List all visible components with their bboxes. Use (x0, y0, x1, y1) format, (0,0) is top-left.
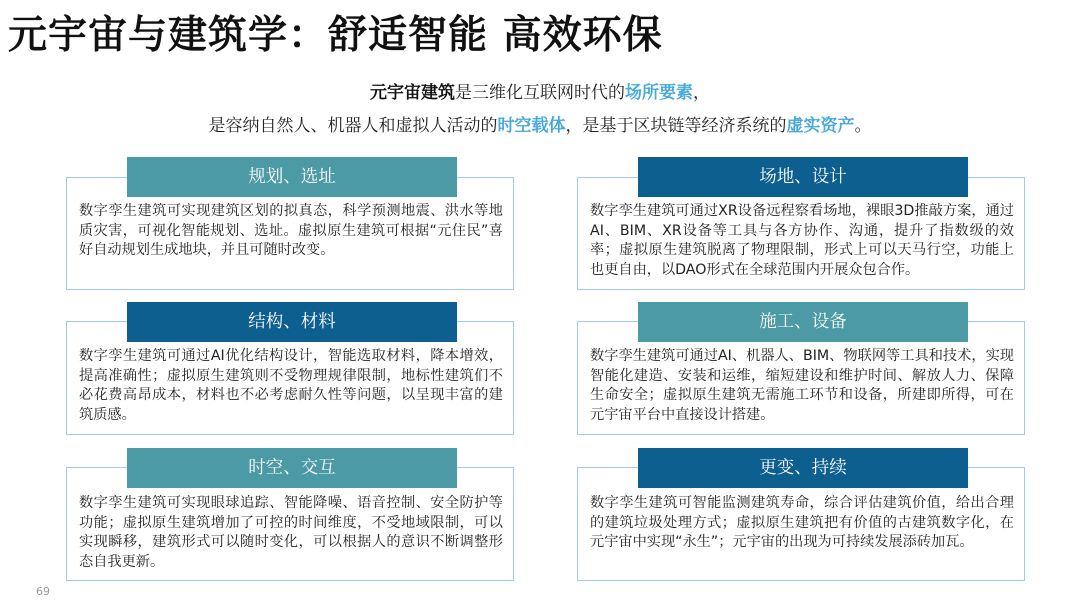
intro-line-2 (0, 111, 1080, 136)
intro-highlight: 场所要素 (625, 83, 693, 103)
section-body: 数字孪生建筑可通过AI、机器人、BIM、物联网等工具和技术，实现智能化建造、安装和运维，缩短建设和维护时间、解放人力、保障生命安全；虚拟原生建筑无需施工环节和设备，所建即所得，可在元宇宙平台中直接设计搭建。 (590, 348, 1014, 423)
intro-highlight: 时空载体 (497, 116, 566, 136)
section-heading-construction: 施工、设备 (638, 302, 968, 342)
intro-text: ， (693, 83, 710, 103)
intro-text: 是容纳自然人、机器人和虚拟人活动的 (208, 116, 498, 136)
section-heading-structure: 结构、材料 (127, 302, 457, 342)
section-body: 数字孪生建筑可智能监测建筑寿命，综合评估建筑价值，给出合理的建筑垃圾处理方式；虚拟原生建筑把有价值的古建筑数字化，在元宇宙中实现“永生”；元宇宙的出现为可持续发展添砖加瓦。 (590, 495, 1014, 550)
section-body: 数字孪生建筑可通过XR设备远程察看场地，裸眼3D推敲方案，通过AI、BIM、XR设备等工具与各方协作、沟通，提升了指数级的效率；虚拟原生建筑脱离了物理限制，形式上可以天马行空，功能上也更自由，以DAO形式在全球范围内开展众包合作。 (590, 203, 1014, 278)
page-number: 69 (36, 585, 50, 598)
intro-highlight: 虚实资产 (786, 116, 855, 136)
intro-text: 是三维化互联网时代的 (455, 83, 625, 103)
section-heading-sustainability: 更变、持续 (638, 448, 968, 488)
section-body: 数字孪生建筑可实现建筑区划的拟真态，科学预测地震、洪水等地质灾害，可视化智能规划、选址。虚拟原生建筑可根据“元住民”喜好自动规划生成地块，并且可随时改变。 (79, 203, 503, 258)
page-title: 元宇宙与建筑学：舒适智能 高效环保 (8, 13, 663, 58)
section-heading-planning: 规划、选址 (127, 157, 457, 197)
section-body: 数字孪生建筑可通过AI优化结构设计，智能选取材料，降本增效，提高准确性；虚拟原生建筑则不受物理规律限制，地标性建筑们不必花费高昂成本，材料也不必考虑耐久性等问题，以呈现丰富的建筑质感。 (79, 348, 503, 423)
intro-text: 。 (854, 116, 872, 136)
intro-text: ，是基于区块链等经济系统的 (565, 116, 787, 136)
section-heading-interaction: 时空、交互 (127, 448, 457, 488)
intro-term: 元宇宙建筑 (370, 83, 455, 103)
section-body: 数字孪生建筑可实现眼球追踪、智能降噪、语音控制、安全防护等功能；虚拟原生建筑增加了可控的时间维度，不受地域限制，可以实现瞬移，建筑形式可以随时变化，可以根据人的意识不断调整形态自我更新。 (79, 495, 503, 570)
intro-line-1 (0, 78, 1080, 103)
section-heading-site-design: 场地、设计 (638, 157, 968, 197)
